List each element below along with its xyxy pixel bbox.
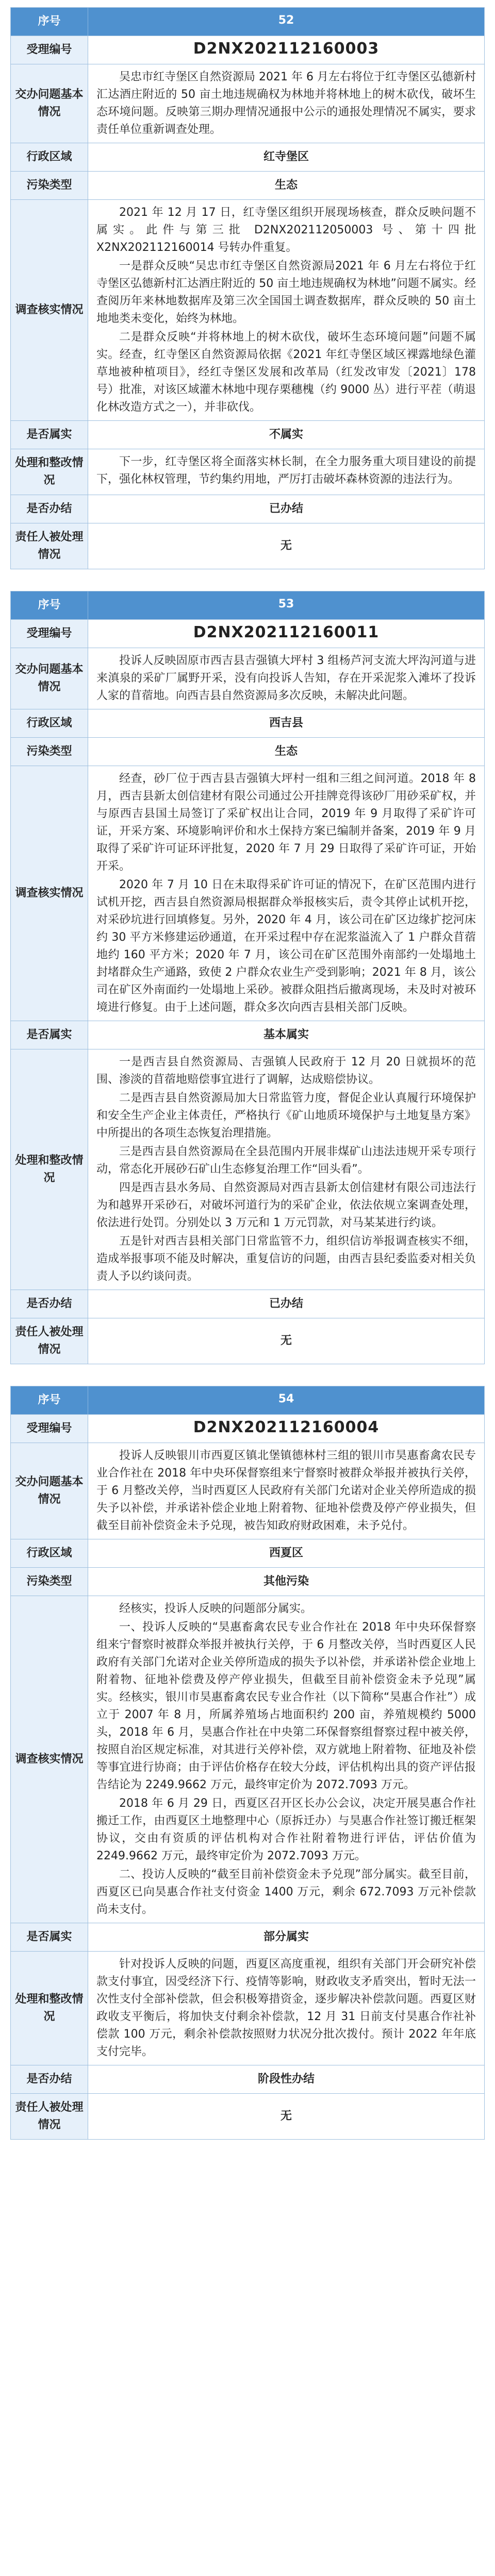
investigation-paragraph: 二是群众反映“并将林地上的树木砍伐，破坏生态环境问题”问题不属实。经查，红寺堡区自然资源局依据《2021 年红寺堡区域区裸露地绿色灌草地被种植项目》，经红寺堡区发展和改革局（红发改审发〔2021〕178 号）批准，对该区域灌木林地中现存栗穗槐（约 9000 丛）进行平茬（萌退化林改造方式之一），并非砍伐。 [96,331,476,414]
handling-paragraph: 三是西吉县自然资源局在全县范围内开展非煤矿山违法违规开采专项行动，常态化开展砂石矿山生态修复治理工作“回头看”。 [96,1145,476,1176]
handling-paragraph: 四是西吉县水务局、自然资源局对西吉县新太创信建材有限公司违法行为和越界开采砂石，对破坏河道行为的采矿企业，依法依规立案调查处理，依法进行处罚。分别处以 3 万元和 1 万元罚款，对马某某进行约谈。 [96,1181,476,1229]
pollution-label: 污染类型 [11,738,88,766]
accountability-label: 责任人被处理情况 [11,1318,88,1364]
investigation-paragraph: 一是群众反映“吴忠市红寺堡区自然资源局2021 年 6 月左右将位于红寺堡区弘德新村汇达酒庄附近的 50 亩土地违规确权为林地”问题不属实。经查阅历年来林地数据库及第三次全国国土调查数据库，群众反映的 50 亩土地地类未变化，始终为林地。 [96,260,476,325]
basic-row [11,648,484,709]
handling-label: 处理和整改情况 [11,1049,88,1290]
code-label: 受理编号 [11,620,88,648]
basic-label: 交办问题基本情况 [11,1443,88,1539]
investigation-paragraph: 2018 年 6 月 29 日，西夏区召开区长办公会议，决定开展昊惠合作社搬迁工作，由西夏区土地整理中心（原拆迁办）与昊惠合作社签订搬迁框架协议，交由有资质的评估机构对合作社附着物进行评估，评估价值为 2249.9662 万元，最终审定价为 2072.7093 万元。 [96,1797,476,1862]
is-true-value: 部分属实 [263,1930,309,1943]
serial-value: 52 [88,8,484,36]
investigation-paragraph: 2021 年 12 月 17 日，红寺堡区组织开展现场核查，群众反映问题不属实。此件与第三批 D2NX202112050003 号、第十四批 X2NX202112160014 号转办件重复。 [96,206,476,254]
is-true-value: 基本属实 [263,1028,309,1041]
accountability-label: 责任人被处理情况 [11,523,88,569]
pollution-row [11,1567,484,1596]
handling-paragraph: 下一步，红寺堡区将全面落实林长制，在全力服务重大项目建设的前提下，强化林权管理，节约集约用地，严厉打击破坏森林资源的违法行为。 [96,455,476,486]
basic-row [11,64,484,143]
handling-paragraph: 针对投诉人反映的问题，西夏区高度重视，组织有关部门开会研究补偿款支付事宜，因受经济下行、疫情等影响，财政收支矛盾突出，暂时无法一次性支付全部补偿款，但会积极筹措资金，逐步解决补偿款问题。西夏区财政收支平衡后，将加快支付剩余补偿款，12 月 31 日前支付昊惠合作社补偿款 100 万元，剩余补偿款按照财力状况分批次拨付。预计 2022 年年底支付完毕。 [96,1958,476,2058]
basic-label: 交办问题基本情况 [11,648,88,709]
pollution-value: 其他污染 [263,1575,309,1588]
serial-value: 53 [88,591,484,619]
closed-label: 是否办结 [11,1290,88,1318]
accountability-row [11,523,484,569]
handling-row [11,1049,484,1290]
serial-label: 序号 [11,591,88,619]
pollution-row [11,171,484,199]
handling-row [11,1951,484,2065]
serial-label: 序号 [11,1386,88,1414]
accountability-label: 责任人被处理情况 [11,2094,88,2139]
code-row [11,36,484,64]
record-52 [10,7,485,569]
investigation-row [11,766,484,1021]
is-true-row [11,420,484,449]
investigation-paragraph: 经核实，投诉人反映的问题部分属实。 [119,1602,312,1615]
region-row [11,709,484,737]
basic-text: 吴忠市红寺堡区自然资源局 2021 年 6 月左右将位于红寺堡区弘德新村汇达酒庄附近的 50 亩土地违规确权为林地并将林地上的树木砍伐，破坏生态环境问题。反映第三期办理情况通报中公示的通报处理情况不属实，要求责任单位重新调查处理。 [96,71,476,136]
region-label: 行政区域 [11,143,88,171]
serial-row [11,591,484,619]
basic-row [11,1443,484,1539]
code-value: D2NX202112160003 [193,40,380,58]
accountability-value: 无 [280,2110,292,2123]
accountability-row [11,2093,484,2139]
investigation-label: 调查核实情况 [11,200,88,420]
basic-label: 交办问题基本情况 [11,64,88,143]
is-true-label: 是否属实 [11,421,88,449]
investigation-label: 调查核实情况 [11,1596,88,1923]
investigation-row [11,1596,484,1923]
record-53 [10,591,485,1364]
closed-row [11,495,484,523]
handling-row [11,449,484,495]
pollution-value: 生态 [274,179,298,192]
code-label: 受理编号 [11,36,88,64]
accountability-value: 无 [280,1334,292,1347]
is-true-value: 不属实 [269,428,303,441]
closed-value: 已办结 [269,1297,303,1310]
is-true-label: 是否属实 [11,1021,88,1049]
investigation-row [11,199,484,420]
handling-label: 处理和整改情况 [11,1952,88,2065]
handling-label: 处理和整改情况 [11,449,88,495]
code-row [11,1414,484,1443]
handling-paragraph: 二是西吉县自然资源局加大日常监管力度，督促企业认真履行环境保护和安全生产企业主体责任，严格执行《矿山地质环境保护与土地复垦方案》中所提出的各项生态恢复治理措施。 [96,1092,476,1140]
region-row [11,1539,484,1567]
region-label: 行政区域 [11,709,88,737]
pollution-label: 污染类型 [11,172,88,199]
record-54 [10,1386,485,2140]
code-row [11,619,484,648]
basic-text: 投诉人反映银川市西夏区镇北堡镇德林村三组的银川市昊惠畜禽农民专业合作社在 2018 年中央环保督察组来宁督察时被群众举报并被执行关停，于 6 月整改关停，当时西夏区人民政府有关部门允诺对企业关停所造成的损失予以补偿，并承诺补偿企业地上附着物、征地补偿费及停产停业损失，但截至目前补偿资金未予兑现，被告知政府财政困难，未予兑付。 [96,1449,476,1532]
is-true-row [11,1923,484,1951]
region-value: 西吉县 [269,717,303,730]
region-value: 红寺堡区 [263,150,309,163]
region-value: 西夏区 [269,1547,303,1560]
code-label: 受理编号 [11,1415,88,1443]
handling-paragraph: 一是西吉县自然资源局、吉强镇人民政府于 12 月 20 日就损坏的范围、渗淡的苜蓿地赔偿事宜进行了调解，达成赔偿协议。 [96,1056,476,1086]
investigation-paragraph: 二、投访人反映的“截至目前补偿资金未予兑现”部分属实。截至目前，西夏区已向昊惠合作社支付资金 1400 万元，剩余 672.7093 万元补偿款尚未支付。 [96,1868,476,1916]
closed-row [11,1290,484,1318]
region-row [11,143,484,171]
closed-value: 已办结 [269,502,303,515]
investigation-paragraph: 经查，砂厂位于西吉县吉强镇大坪村一组和三组之间河道。2018 年 8 月，西吉县新太创信建材有限公司通过公开挂牌竞得该砂厂用砂采矿权，并与原西吉县国土局签订了采矿权出让合同，2019 年 9 月取得了采矿许可证，开采方案、环境影响评价和水土保持方案已编制并备案，2019 年 9 月取得了采矿许可证环评批复，2020 年 7 月 29 日取得了采矿许可证，开始开采。 [96,772,476,873]
pollution-value: 生态 [274,745,298,758]
pollution-label: 污染类型 [11,1568,88,1596]
closed-value: 阶段性办结 [257,2073,315,2086]
investigation-paragraph: 一、投诉人反映的“昊惠畜禽农民专业合作社在 2018 年中央环保督察组来宁督察时被群众举报并被执行关停，于 6 月整改关停，当时西夏区人民政府有关部门允诺对企业关停所造成的损失予以补偿，并承诺补偿企业地上附着物、征地补偿费及停产停业损失，但截至目前补偿资金未予兑现”属实。经核实，银川市昊惠畜禽农民专业合作社（以下简称“昊惠合作社”）成立于 2007 年 8 月，所属养殖场占地面积约 200 亩，养殖规模约 5000 头，2018 年 6 月，昊惠合作社在中央第二环保督察组督察过程中被关停，按照自治区规定标准，对其进行关停补偿，双方就地上附着物、征地及补偿等事宜进行协商；由于评估价格存在较大分歧，评估机构出具的资产评估报告结论为 2249.9662 万元，最终审定价为 2072.7093 万元。 [96,1621,476,1791]
code-value: D2NX202112160004 [193,1418,380,1436]
closed-label: 是否办结 [11,2065,88,2093]
investigation-label: 调查核实情况 [11,766,88,1021]
accountability-value: 无 [280,539,292,552]
is-true-label: 是否属实 [11,1923,88,1951]
basic-text: 投诉人反映固原市西吉县吉强镇大坪村 3 组杨芦河支流大坪沟河道与进来滇泉的采矿厂属野开采，没有向投诉人告知，存在开采泥浆入滩坏了投诉人家的苜蓿地。向西吉县自然资源局多次反映，未解决此问题。 [96,654,476,702]
closed-row [11,2065,484,2093]
handling-paragraph: 五是针对西吉县相关部门日常监管不力，组织信访举报调查核实不细，造成举报事项不能及时解决，重复信访的问题，由西吉县纪委监委对相关负责人予以约谈问责。 [96,1235,476,1283]
serial-row [11,8,484,36]
serial-row [11,1386,484,1414]
investigation-paragraph: 2020 年 7 月 10 日在未取得采矿许可证的情况下，在矿区范围内进行试机开挖，西吉县自然资源局根据群众举报核实后，责令其停止试机开挖，对采砂坑进行回填修复。另外，2020 年 4 月，该公司在矿区边缘扩挖河床约 30 平方米修建运砂通道，在开采过程中存在泥浆溢流入了 1 户群众苜蓿地约 160 平方米；2020 年 7 月，该公司在矿区范围外南部约一处塌地土封堵群众生产通路，致使 2 户群众农业生产受到影响；2021 年 8 月，该公司在矿区外南面约一处塌地上采砂。被群众阻挡后撤离现场，未及时对被环境进行修复。由于上述问题，群众多次向西吉县相关部门反映。 [96,878,476,1014]
code-value: D2NX202112160011 [193,623,380,641]
pollution-row [11,737,484,766]
serial-value: 54 [88,1386,484,1414]
region-label: 行政区域 [11,1539,88,1567]
closed-label: 是否办结 [11,495,88,523]
accountability-row [11,1318,484,1364]
serial-label: 序号 [11,8,88,36]
is-true-row [11,1021,484,1049]
